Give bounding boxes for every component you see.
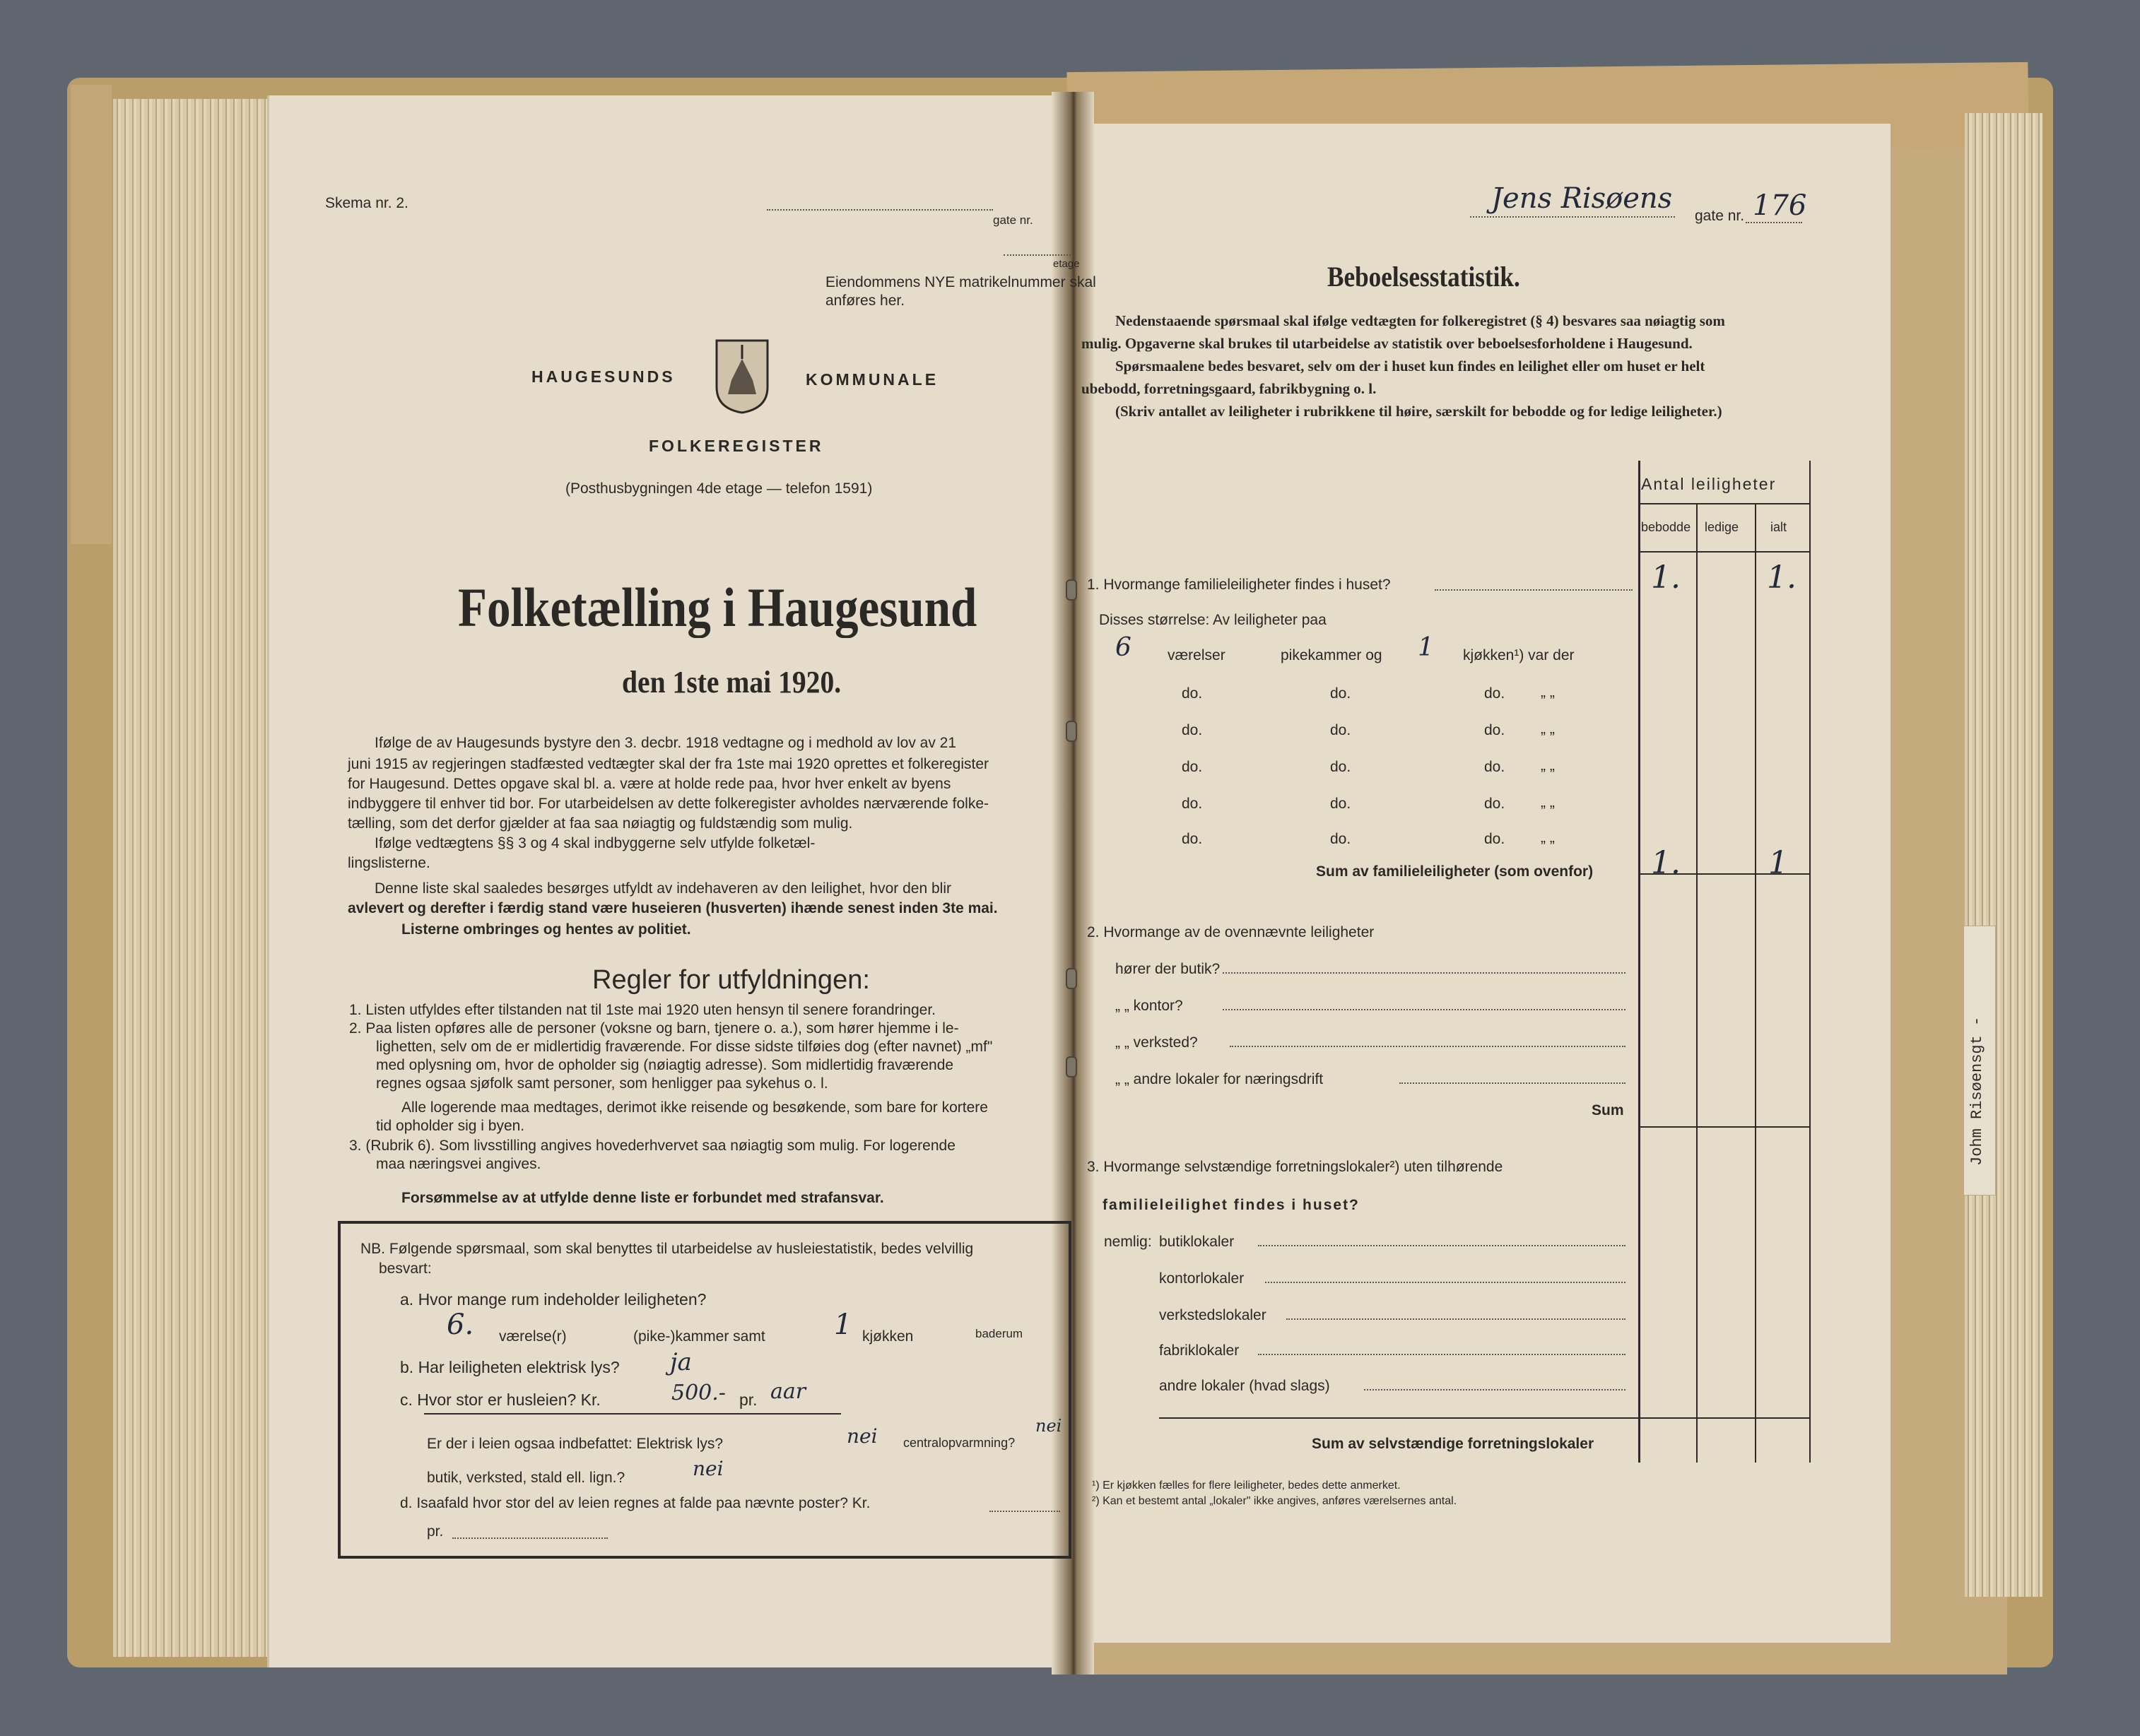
table-border (1755, 503, 1756, 1463)
table-border (1638, 503, 1811, 504)
rule-line: Alle logerende maa medtages, derimot ikke reisende og besøkende, som bare for kortere (401, 1099, 988, 1116)
right-intro-line: ubebodd, forretningsgaard, fabrikbygning o. l. (1081, 380, 1377, 397)
intro-line: indbyggere til enhver tid bor. For utarbeidelsen av dette folkeregister avholdes nærværende folke- (348, 796, 989, 812)
rule-line: lighetten, selv om de er midlertidig fraværende. For disse sidste tilføies dog (efter navnet) „mf" (376, 1039, 993, 1055)
right-page-stack (1965, 113, 2042, 1597)
rule-line: 1. Listen utfyldes efter tilstanden nat til 1ste mai 1920 uten hensyn til senere forandringer. (349, 1002, 936, 1018)
do-row: do. (1330, 831, 1351, 847)
sum-1: Sum av familieleiligheter (som ovenfor) (1316, 863, 1594, 880)
rule-line: tid opholder sig i byen. (376, 1118, 525, 1134)
eiendom-line-1: Eiendommens NYE matrikelnummer skal (825, 274, 1096, 290)
nb-question-a: a. Hvor mange rum indeholder leiligheten? (400, 1290, 707, 1309)
q2-item: hører der butik? (1115, 961, 1221, 977)
table-border (1638, 1126, 1811, 1128)
header-left: HAUGESUNDS (531, 367, 676, 386)
nb-c2-central: centralopvarmning? (903, 1436, 1016, 1450)
size-rooms: 6 (1115, 633, 1131, 662)
nb-c3-answer: nei (693, 1457, 724, 1480)
intro-line: avlevert og derefter i færdig stand være huseieren (husverten) ihænde senest inden 3te mai. (348, 900, 998, 916)
nb-question-c: c. Hvor stor er husleien? Kr. (400, 1390, 601, 1409)
nb-question-b: b. Har leiligheten elektrisk lys? (400, 1358, 620, 1376)
nb-c-amount: 500.- (671, 1381, 726, 1405)
nb-a-rooms: 6. (447, 1309, 474, 1341)
table-border (1809, 461, 1811, 1463)
left-page-stack (113, 99, 283, 1657)
binding-ring (1066, 721, 1077, 742)
question-3-line-1: 3. Hvormange selvstændige forretningslokaler²) uten tilhørende (1087, 1159, 1503, 1175)
header-right: KOMMUNALE (806, 370, 939, 389)
question-3-line-2: familieleilighet findes i huset? (1103, 1197, 1360, 1213)
intro-line: lingslisterne. (348, 855, 430, 871)
q2-item: „ „ verksted? (1115, 1034, 1198, 1051)
gate-label: gate nr. (993, 213, 1033, 227)
sum1-bebodde: 1. (1651, 845, 1681, 881)
nb-c-pr: pr. (739, 1390, 758, 1409)
sum-3: Sum av selvstændige forretningslokaler (1312, 1436, 1594, 1452)
right-title: Beboelsesstatistik. (1327, 261, 1520, 293)
column-header: ialt (1770, 520, 1787, 534)
footnote: ²) Kan et bestemt antal „lokaler" ikke angives, anføres værelsernes antal. (1092, 1495, 1457, 1507)
rule-line: regnes ogsaa sjøfolk samt personer, som henligger paa sykehus o. l. (376, 1075, 828, 1092)
nb-a-kitchen: 1 (834, 1309, 852, 1341)
eiendom-line-2: anføres her. (825, 293, 905, 309)
table-border (1696, 503, 1698, 1463)
q1-ialt: 1. (1767, 560, 1797, 596)
size-label: kjøkken¹) var der (1463, 647, 1575, 663)
table-header: Antal leiligheter (1641, 475, 1777, 493)
question-1: 1. Hvormange familieleiligheter findes i huset? (1087, 577, 1391, 593)
intro-line: Denne liste skal saaledes besørges utfyldt av indehaveren av den leilighet, hvor den blir (375, 880, 951, 897)
q3-item: butiklokaler (1159, 1234, 1235, 1250)
column-header: bebodde (1641, 520, 1691, 534)
nb-a-label: (pike-)kammer samt (633, 1328, 765, 1345)
etage-label: etage (1053, 258, 1080, 270)
side-slip-text: Johm Risøensgt - (1968, 1016, 1986, 1166)
disses-label: Disses størrelse: Av leiligheter paa (1099, 612, 1327, 628)
rule-line: med oplysning om, hvor de opholder sig (nøiagtig adresse). Som midlertidig fraværende (376, 1057, 954, 1073)
coat-of-arms-icon (714, 338, 770, 415)
do-row: do. (1182, 722, 1203, 738)
do-row: do. (1182, 796, 1203, 812)
intro-line: for Haugesund. Dettes opgave skal bl. a. være at holde rede paa, hvor hver enkelt av byens (348, 776, 951, 792)
q2-item: „ „ kontor? (1115, 998, 1183, 1014)
q3-intro: nemlig: (1104, 1234, 1152, 1250)
nb-intro-2: besvart: (379, 1260, 432, 1277)
nb-b-answer: ja (670, 1348, 692, 1376)
rule-line: 3. (Rubrik 6). Som livsstilling angives hovederhvervet saa nøiagtig som mulig. For logerende (349, 1138, 956, 1154)
gate-nr-label: gate nr. (1695, 208, 1745, 224)
do-row: do. (1330, 759, 1351, 775)
address-line: (Posthusbygningen 4de etage — telefon 1591) (565, 480, 873, 497)
sum-2: Sum (1592, 1102, 1624, 1118)
street-name: Jens Risøens (1491, 182, 1673, 215)
ditto-mark: „ „ (1541, 829, 1555, 846)
binding-ring (1066, 579, 1077, 601)
nb-c2-central-answer: nei (1035, 1416, 1062, 1436)
register-title: FOLKEREGISTER (649, 437, 824, 455)
house-number: 176 (1753, 189, 1807, 222)
do-row: do. (1330, 796, 1351, 812)
nb-c2-answer: nei (847, 1424, 878, 1448)
q3-item: fabriklokaler (1159, 1342, 1240, 1359)
q2-item: „ „ andre lokaler for næringsdrift (1115, 1071, 1324, 1087)
ditto-mark: „ „ (1541, 794, 1555, 810)
do-row: do. (1484, 685, 1505, 702)
ditto-mark: „ „ (1541, 684, 1555, 700)
question-2: 2. Hvormange av de ovennævnte leiligheter (1087, 924, 1375, 940)
nb-a-label: baderum (975, 1327, 1023, 1340)
do-row: do. (1484, 722, 1505, 738)
nb-c-period: aar (770, 1379, 806, 1404)
do-row: do. (1330, 685, 1351, 702)
sum-rule (1159, 1417, 1809, 1419)
intro-line: Ifølge de av Haugesunds bystyre den 3. decbr. 1918 vedtagne og i medhold av lov av 21 (375, 735, 957, 751)
rule-line: maa næringsvei angives. (376, 1156, 541, 1172)
q1-bebodde: 1. (1651, 560, 1681, 596)
ditto-mark: „ „ (1541, 757, 1555, 774)
right-intro-line: (Skriv antallet av leiligheter i rubrikkene til høire, særskilt for bebodde og for ledige leiligheter.) (1115, 403, 1722, 420)
main-title: Folketælling i Haugesund (458, 577, 977, 638)
size-label: pikekammer og (1281, 647, 1382, 663)
table-border (1638, 461, 1640, 1463)
column-header: ledige (1705, 520, 1739, 534)
right-intro-line: Nedenstaaende spørsmaal skal ifølge vedtægten for folkeregistret (§ 4) besvares saa nøiagtig som (1115, 312, 1725, 329)
intro-line: juni 1915 av regjeringen stadfæsted vedtægter skal der fra 1ste mai 1920 oprettes et folkeregister (348, 756, 989, 772)
left-tab-strip (71, 85, 112, 544)
q3-item: andre lokaler (hvad slags) (1159, 1378, 1330, 1394)
main-date: den 1ste mai 1920. (622, 665, 842, 699)
do-row: do. (1182, 685, 1203, 702)
nb-c3: butik, verksted, stald ell. lign.? (427, 1470, 625, 1486)
size-label: værelser (1168, 647, 1225, 663)
ditto-mark: „ „ (1541, 721, 1555, 737)
nb-a-label: kjøkken (862, 1328, 914, 1345)
nb-d-pr: pr. (427, 1523, 444, 1540)
q3-item: kontorlokaler (1159, 1270, 1245, 1287)
nb-a-label: værelse(r) (499, 1328, 567, 1345)
nb-intro-1: NB. Følgende spørsmaal, som skal benyttes til utarbeidelse av husleiestatistik, bedes velvillig (360, 1241, 974, 1257)
do-row: do. (1330, 722, 1351, 738)
intro-line: Listerne ombringes og hentes av politiet. (401, 921, 691, 938)
sum1-ialt: 1 (1768, 845, 1788, 881)
rule-line: 2. Paa listen opføres alle de personer (voksne og barn, tjenere o. a.), som hører hjemme i le- (349, 1020, 959, 1037)
intro-line: Ifølge vedtægtens §§ 3 og 4 skal indbyggerne selv utfylde folketæl- (375, 835, 816, 851)
q3-item: verkstedslokaler (1159, 1307, 1266, 1323)
do-row: do. (1182, 759, 1203, 775)
warning-line: Forsømmelse av at utfylde denne liste er forbundet med strafansvar. (401, 1190, 884, 1206)
do-row: do. (1182, 831, 1203, 847)
right-intro-line: Spørsmaalene bedes besvaret, selv om der i huset kun findes en leilighet eller om huset er helt (1115, 358, 1705, 374)
intro-line: tælling, som det derfor gjælder at faa saa nøiagtig og fuldstændig som mulig. (348, 815, 853, 832)
do-row: do. (1484, 796, 1505, 812)
binding-ring (1066, 968, 1077, 989)
do-row: do. (1484, 831, 1505, 847)
do-row: do. (1484, 759, 1505, 775)
rules-title: Regler for utfyldningen: (592, 965, 870, 995)
schema-label: Skema nr. 2. (325, 195, 408, 211)
binding-ring (1066, 1056, 1077, 1077)
nb-question-d: d. Isaafald hvor stor del av leien regnes at falde paa nævnte poster? Kr. (400, 1495, 871, 1511)
table-border (1638, 551, 1811, 553)
nb-c2: Er der i leien ogsaa indbefattet: Elektrisk lys? (427, 1436, 724, 1452)
right-intro-line: mulig. Opgaverne skal brukes til utarbeidelse av statistik over beboelsesforholdene i Haugesund. (1081, 335, 1693, 352)
size-kitchen: 1 (1418, 633, 1434, 662)
footnote: ¹) Er kjøkken fælles for flere leiligheter, bedes dette anmerket. (1092, 1480, 1401, 1492)
